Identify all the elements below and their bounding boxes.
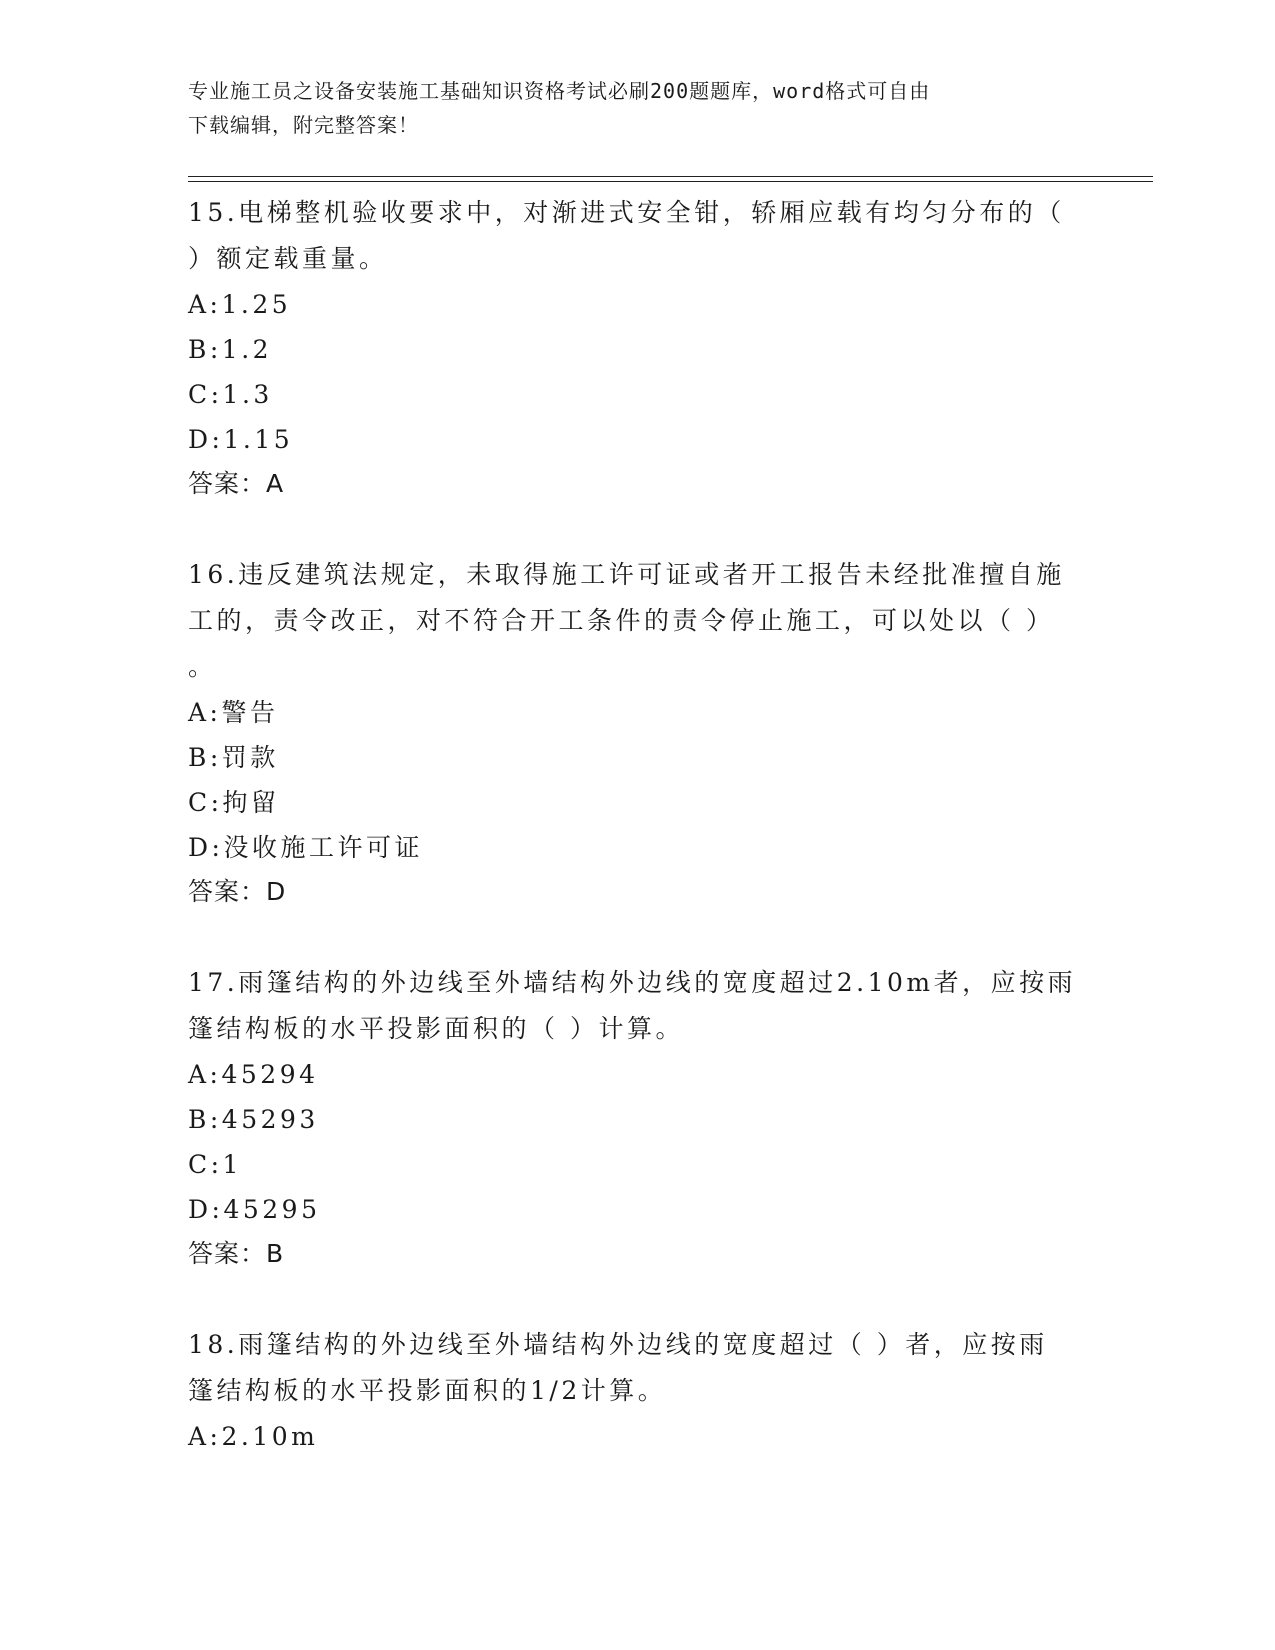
option-b: B:1.2 xyxy=(188,335,273,364)
document-header xyxy=(188,74,1068,142)
header-divider-bottom xyxy=(188,181,1153,182)
header-line-1: 专业施工员之设备安装施工基础知识资格考试必刷200题题库，word格式可自由 xyxy=(188,79,931,103)
stem-line: 16.违反建筑法规定，未取得施工许可证或者开工报告未经批准擅自施 xyxy=(188,560,1065,589)
option-a: A:45294 xyxy=(188,1060,319,1089)
option-a: A:1.25 xyxy=(188,290,292,319)
option-c: C:1 xyxy=(188,1150,242,1179)
question-stem xyxy=(188,552,1088,690)
header-divider-top xyxy=(188,176,1153,177)
option-d: D:没收施工许可证 xyxy=(188,833,423,862)
question-16 xyxy=(188,552,1088,914)
question-stem xyxy=(188,960,1088,1052)
option-d: D:1.15 xyxy=(188,425,294,454)
stem-line: 17.雨篷结构的外边线至外墙结构外边线的宽度超过2.10m者，应按雨 xyxy=(188,968,1077,997)
option-b: B:罚款 xyxy=(188,743,279,772)
answer: 答案：B xyxy=(188,1239,285,1268)
stem-line: 篷结构板的水平投影面积的（ ）计算。 xyxy=(188,1014,684,1043)
option-b: B:45293 xyxy=(188,1105,319,1134)
option-a: A:警告 xyxy=(188,698,279,727)
option-c: C:1.3 xyxy=(188,380,273,409)
question-stem xyxy=(188,190,1088,282)
question-list xyxy=(188,188,1088,1505)
question-18 xyxy=(188,1322,1088,1459)
option-d: D:45295 xyxy=(188,1195,321,1224)
stem-line: 15.电梯整机验收要求中，对渐进式安全钳，轿厢应载有均匀分布的（ xyxy=(188,198,1065,227)
answer: 答案：D xyxy=(188,877,287,906)
stem-line: ）额定载重量。 xyxy=(188,244,388,273)
question-stem xyxy=(188,1322,1088,1414)
stem-line: 篷结构板的水平投影面积的1/2计算。 xyxy=(188,1376,667,1405)
header-line-2: 下载编辑，附完整答案！ xyxy=(188,113,419,137)
question-15 xyxy=(188,190,1088,506)
option-c: C:拘留 xyxy=(188,788,280,817)
stem-line: 。 xyxy=(188,652,217,681)
answer: 答案：A xyxy=(188,469,285,498)
option-a: A:2.10m xyxy=(188,1422,319,1451)
stem-line: 18.雨篷结构的外边线至外墙结构外边线的宽度超过（ ）者，应按雨 xyxy=(188,1330,1048,1359)
stem-line: 工的，责令改正，对不符合开工条件的责令停止施工，可以处以（ ） xyxy=(188,606,1055,635)
question-17 xyxy=(188,960,1088,1276)
